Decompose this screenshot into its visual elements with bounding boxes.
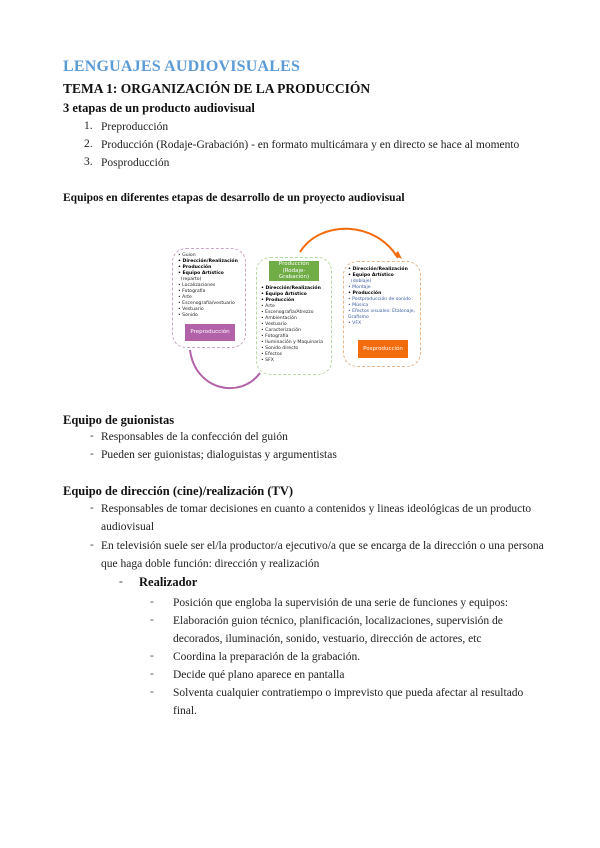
list-item: • Producción [261,298,295,303]
section-heading: Equipo de guionistas [63,413,175,427]
stage-item: Producción (Rodaje-Grabación) - en formato multicámara y en directo se hace al momento [101,139,520,151]
list-item: • Guion [178,253,196,258]
bullet-item-continued: audiovisual [101,521,155,533]
list-item: • VFX [348,321,362,326]
arrow-preproduction-to-production [190,350,260,388]
postproduction-label: Posproducción [358,340,408,358]
bullet-dash: - [90,539,94,551]
list-item: • Escenografía/Atrezzo [261,310,314,315]
bullet-dash: - [119,576,123,588]
production-list [261,286,323,364]
sub-bullet-item: Posición que engloba la supervisión de una serie de funciones y equipos: [173,597,509,609]
bullet-dash: - [90,502,94,514]
list-item: • Producción [178,265,212,270]
list-item: (reparto) [180,277,202,282]
list-item: • Equipo Artístico [348,273,394,278]
stage-number: 3. [84,156,93,168]
list-item: • Vestuario [261,322,287,327]
list-item: • Efectos [261,352,283,357]
production-stages-diagram [160,215,430,415]
stage-item: Posproducción [101,157,170,169]
stage-item: Preproducción [101,121,169,133]
stage-number: 2. [84,138,93,150]
list-item: • Fotografía [261,334,289,339]
list-item: • Caracterización [261,328,301,333]
list-item: • Postproducción de sonido [348,297,411,302]
document-title: LENGUAJES AUDIOVISUALES [63,58,301,75]
list-item: • Efectos visuales: Etalonaje, Grafismo [348,309,416,320]
bullet-item-continued: que haga doble función: dirección y realización [101,558,320,570]
bullet-dash: - [150,668,154,680]
list-item: • Ambientación [261,316,297,321]
sub-bullet-item-continued: decorados, iluminación, sonido, vestuario, dirección de actores, etc [173,633,482,645]
list-item: • Producción [348,291,382,296]
bullet-dash: - [150,650,154,662]
list-item: • Montaje [348,285,371,290]
list-item: • Vestuario [178,307,204,312]
sub-bullet-item: Solventa cualquier contratiempo o imprevisto que pueda afectar al resultado [173,687,524,699]
stages-heading: 3 etapas de un producto audiovisual [63,101,255,115]
equipment-heading: Equipos en diferentes etapas de desarrollo de un proyecto audiovisual [63,192,405,204]
list-item: • Arte [261,304,275,309]
section-heading: Equipo de dirección (cine)/realización (TV) [63,484,294,498]
sub-bullet-item-continued: final. [173,705,197,717]
preproduction-label: Preproducción [185,324,235,341]
stage-number: 1. [84,120,93,132]
bullet-item: Pueden ser guionistas; dialoguistas y argumentistas [101,449,337,461]
sub-bullet-item: Coordina la preparación de la grabación. [173,651,361,663]
list-item: • Localizaciones [178,283,216,288]
list-item: • SFX [261,358,274,363]
list-item: • Fotografía [178,289,206,294]
preproduction-box [172,248,246,348]
list-item: • Dirección/Realización [348,267,408,272]
sub-bullet-item: Elaboración guion técnico, planificación, localizaciones, supervisión de [173,615,503,627]
list-item: • Iluminación y Maquinaria [261,340,323,345]
arrow-production-to-postproduction [300,229,398,258]
bullet-dash: - [90,448,94,460]
production-box [256,257,332,375]
list-item: • Dirección/Realización [178,259,238,264]
bullet-item: Responsables de tomar decisiones en cuanto a contenidos y lineas ideológicas de un producto [101,503,532,515]
postproduction-box [343,261,421,367]
list-item: (doblaje) [350,279,372,284]
list-item: • Música [348,303,369,308]
list-item: • Equipo Artístico [261,292,307,297]
list-item: • Sonido directo [261,346,299,351]
sub-bullet-item: Decide qué plano aparece en pantalla [173,669,345,681]
bullet-dash: - [150,686,154,698]
bullet-item: En televisión suele ser el/la productor/a ejecutivo/a que se encarga de la dirección o una persona [101,540,544,552]
bullet-dash: - [150,596,154,608]
sub-heading-realizador: Realizador [139,575,198,589]
bullet-item: Responsables de la confección del guión [101,431,288,443]
postproduction-list [348,267,420,327]
list-item: • Dirección/Realización [261,286,321,291]
bullet-dash: - [90,430,94,442]
list-item: • Escenografía/vestuario [178,301,235,306]
bullet-dash: - [150,614,154,626]
production-label: Producción (Rodaje-Grabación) [269,261,319,281]
preproduction-list [178,253,238,319]
list-item: • Sonido [178,313,198,318]
list-item: • Arte [178,295,192,300]
topic-heading: TEMA 1: ORGANIZACIÓN DE LA PRODUCCIÓN [63,81,371,96]
list-item: • Equipo Artístico [178,271,224,276]
